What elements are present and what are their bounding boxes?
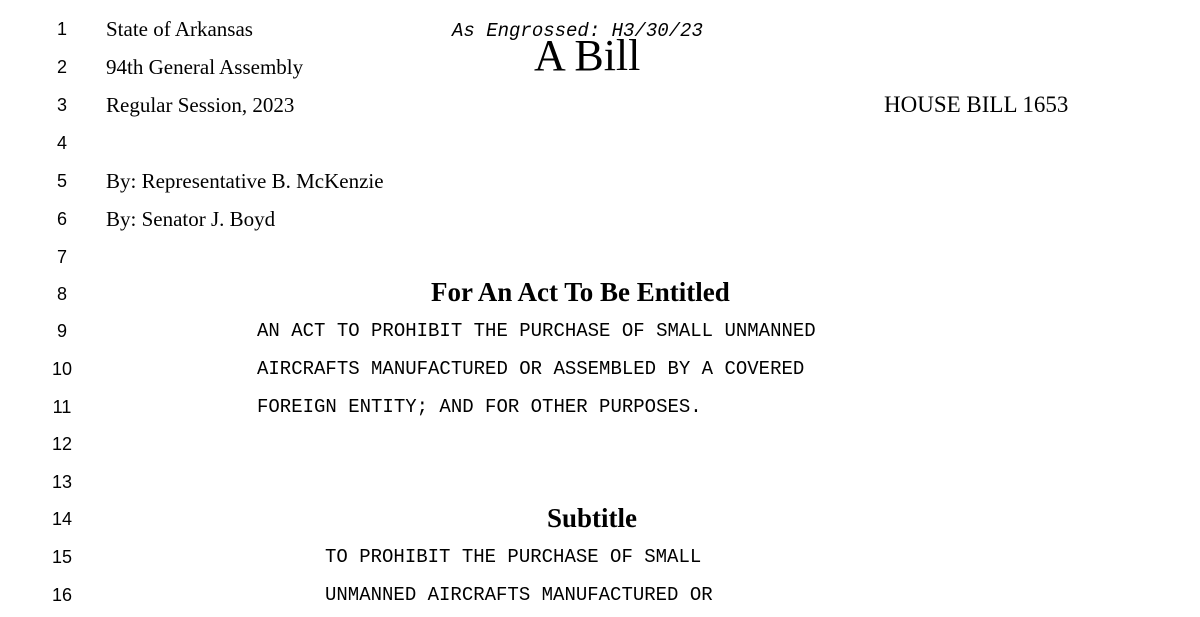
line-number: 7	[56, 247, 67, 267]
state-name: State of Arkansas	[106, 17, 253, 41]
bill-number: HOUSE BILL 1653	[884, 92, 1069, 117]
session-label: Regular Session, 2023	[106, 93, 295, 117]
act-title-line: AN ACT TO PROHIBIT THE PURCHASE OF SMALL UNMANNED	[257, 320, 816, 342]
document-type-title: A Bill	[534, 31, 641, 80]
line-number: 4	[56, 133, 67, 153]
sponsor-senator: By: Senator J. Boyd	[106, 207, 276, 231]
line-number: 3	[56, 95, 67, 115]
subtitle-line: TO PROHIBIT THE PURCHASE OF SMALL	[325, 546, 702, 568]
line-number: 1	[56, 19, 67, 39]
line-number: 5	[56, 171, 67, 191]
subtitle-line: UNMANNED AIRCRAFTS MANUFACTURED OR	[325, 584, 713, 606]
act-title-line: AIRCRAFTS MANUFACTURED OR ASSEMBLED BY A COVERED	[257, 358, 805, 380]
line-number: 9	[56, 321, 67, 341]
general-assembly: 94th General Assembly	[106, 55, 304, 79]
line-number: 14	[51, 509, 73, 529]
act-title-line: FOREIGN ENTITY; AND FOR OTHER PURPOSES.	[257, 396, 702, 418]
line-number: 6	[56, 209, 67, 229]
line-number: 15	[51, 547, 73, 567]
sponsor-representative: By: Representative B. McKenzie	[106, 169, 384, 193]
line-number: 8	[56, 284, 67, 304]
line-number: 11	[52, 397, 72, 417]
line-number: 12	[51, 434, 73, 454]
line-number: 10	[51, 359, 73, 379]
line-number: 2	[56, 57, 67, 77]
act-heading: For An Act To Be Entitled	[431, 277, 730, 307]
engrossed-stamp: As Engrossed: H3/30/23	[452, 20, 703, 42]
line-number: 13	[51, 472, 73, 492]
line-number: 16	[51, 585, 73, 605]
subtitle-heading: Subtitle	[547, 503, 638, 533]
